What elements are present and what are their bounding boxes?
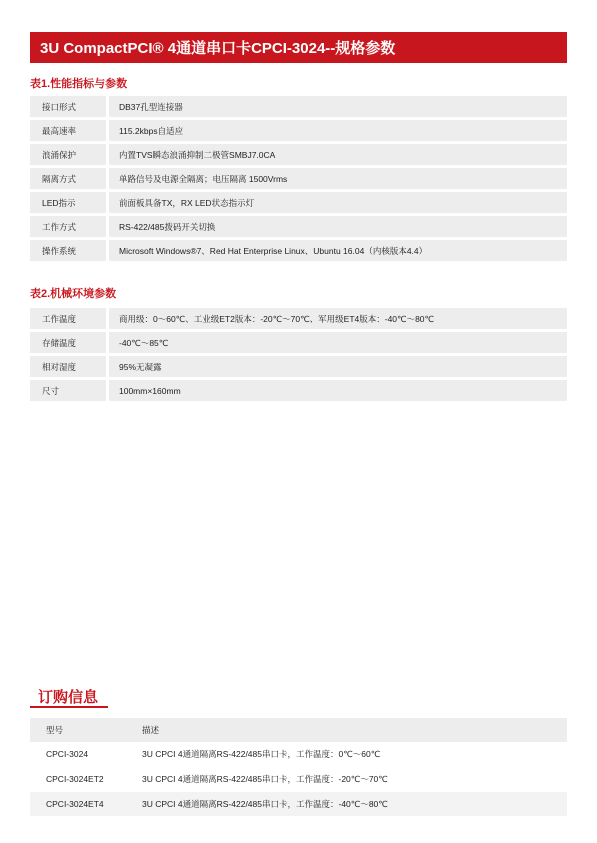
table-row [30, 96, 567, 117]
spec-value: 单路信号及电源全隔离；电压隔离 1500Vrms [109, 168, 567, 189]
table-row [30, 192, 567, 213]
spec-key: 尺寸 [30, 380, 106, 401]
spec-key: 工作方式 [30, 216, 106, 237]
table-header-row [30, 718, 567, 742]
spec-key: LED指示 [30, 192, 106, 213]
spec-key: 工作温度 [30, 308, 106, 329]
order-title-underline [30, 706, 108, 708]
spec-key: 浪涌保护 [30, 144, 106, 165]
order-description: 3U CPCI 4通道隔离RS-422/485串口卡，工作温度：-40℃～80℃ [136, 792, 567, 817]
page-title: 3U CompactPCI® 4通道串口卡CPCI-3024--规格参数 [30, 32, 567, 63]
order-table [30, 718, 567, 817]
order-description: 3U CPCI 4通道隔离RS-422/485串口卡，工作温度：-20℃～70℃ [136, 767, 567, 792]
table-row [30, 120, 567, 141]
table-row [30, 356, 567, 377]
table-row [30, 168, 567, 189]
spec-key: 相对湿度 [30, 356, 106, 377]
spec-key: 存储温度 [30, 332, 106, 353]
order-title: 订购信息 [38, 689, 99, 706]
table-row [30, 332, 567, 353]
spec-key: 接口形式 [30, 96, 106, 117]
spec-key: 操作系统 [30, 240, 106, 261]
table-row [30, 216, 567, 237]
spec-key: 最高速率 [30, 120, 106, 141]
table-row [30, 144, 567, 165]
spec-value: 100mm×160mm [109, 380, 567, 401]
table-row [30, 767, 567, 792]
table-row [30, 380, 567, 401]
order-model: CPCI-3024ET4 [30, 792, 136, 817]
spec-value: DB37孔型连接器 [109, 96, 567, 117]
table-row [30, 792, 567, 817]
column-header-description: 描述 [136, 718, 567, 742]
order-model: CPCI-3024 [30, 742, 136, 767]
spec-value: 内置TVS瞬态浪涌抑制二极管SMBJ7.0CA [109, 144, 567, 165]
spec-value: 95%无凝露 [109, 356, 567, 377]
spec-value: 前面板具备TX，RX LED状态指示灯 [109, 192, 567, 213]
spec-value: 商用级：0～60℃、工业级ET2版本：-20℃～70℃、军用级ET4版本：-40℃～80℃ [109, 308, 567, 329]
performance-table [30, 93, 567, 264]
table1-title: 表1.性能指标与参数 [30, 78, 128, 90]
spec-value: RS-422/485拨码开关切换 [109, 216, 567, 237]
spec-value: 115.2kbps自适应 [109, 120, 567, 141]
environment-table [30, 305, 567, 404]
order-description: 3U CPCI 4通道隔离RS-422/485串口卡，工作温度：0℃～60℃ [136, 742, 567, 767]
table-row [30, 308, 567, 329]
column-header-model: 型号 [30, 718, 136, 742]
order-model: CPCI-3024ET2 [30, 767, 136, 792]
table-row [30, 742, 567, 767]
spec-key: 隔离方式 [30, 168, 106, 189]
spec-value: -40℃～85℃ [109, 332, 567, 353]
table-row [30, 240, 567, 261]
table2-title: 表2.机械环境参数 [30, 288, 117, 300]
spec-value: Microsoft Windows®7、Red Hat Enterprise Linux、Ubuntu 16.04（内核版本4.4） [109, 240, 567, 261]
